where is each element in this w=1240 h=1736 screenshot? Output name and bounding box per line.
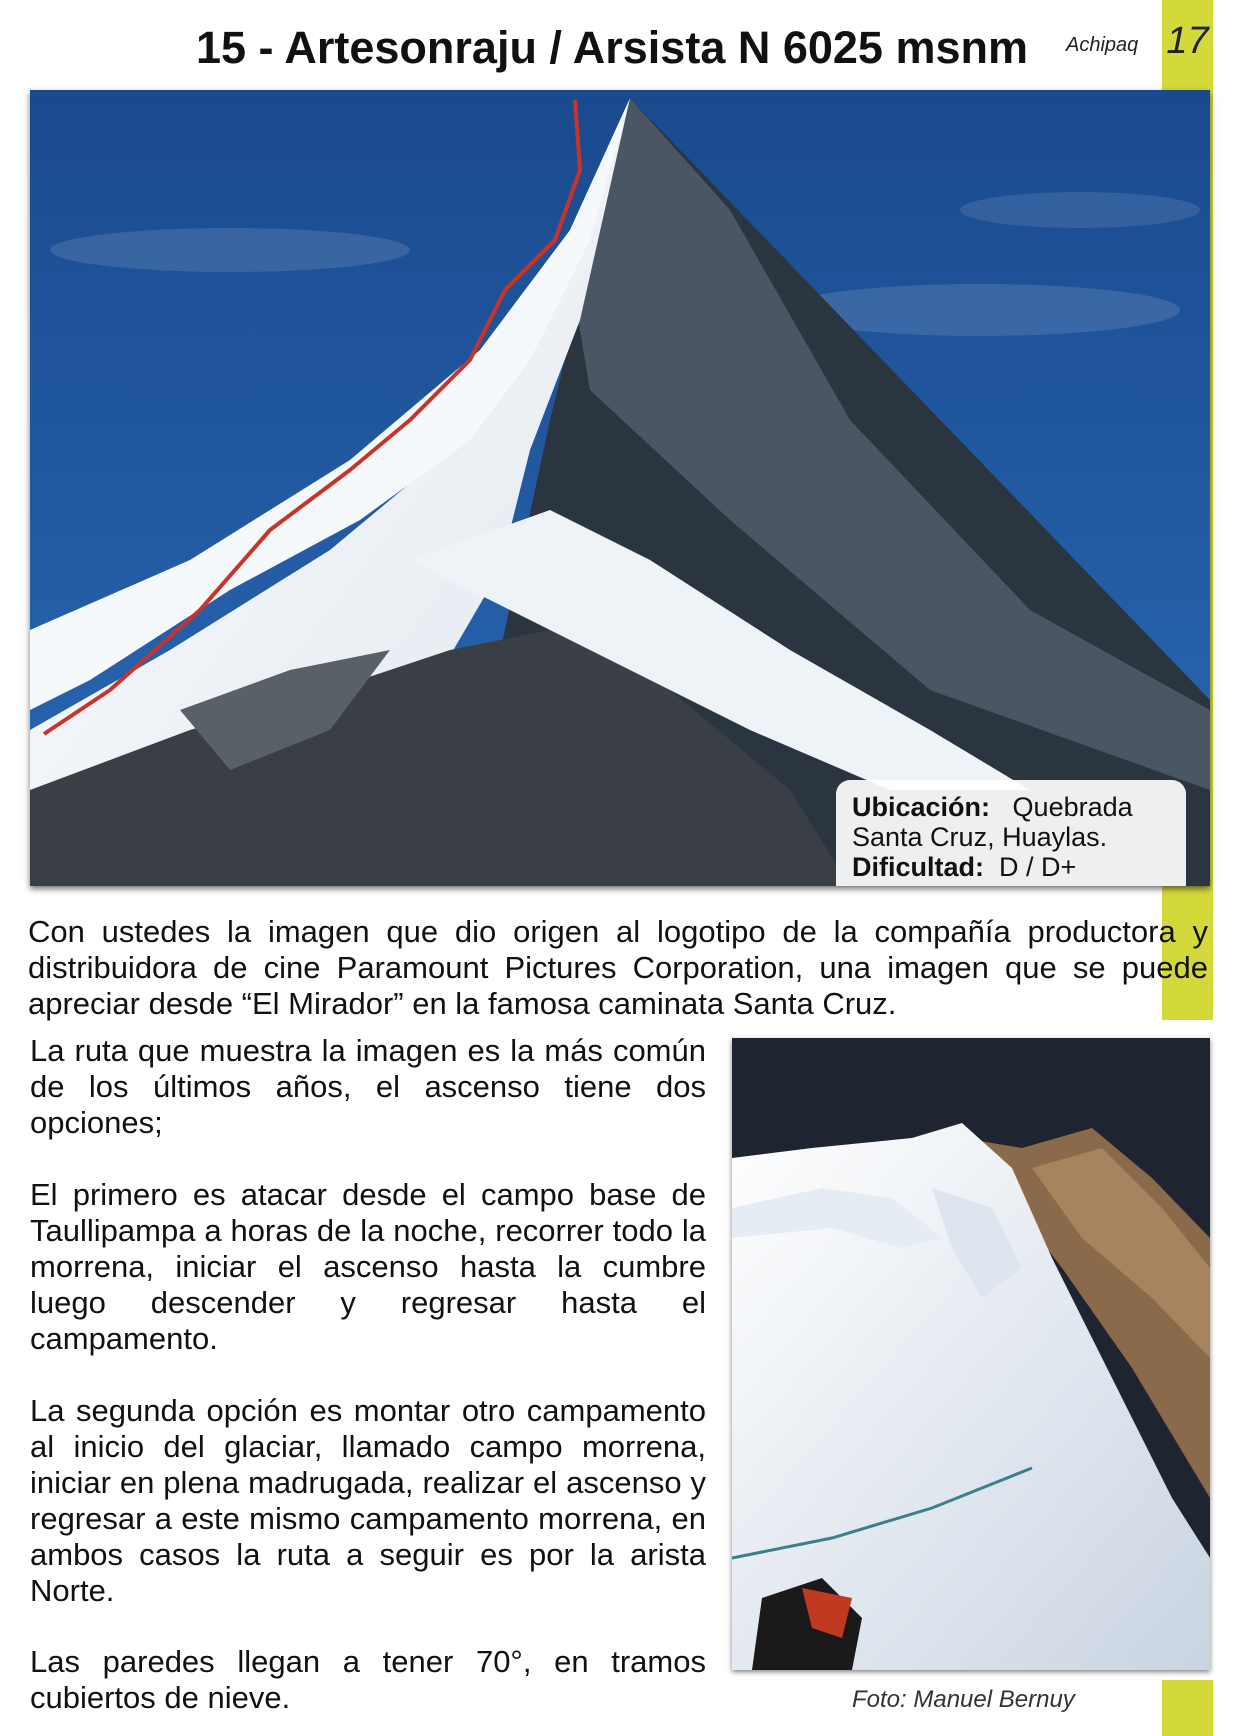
difficulty-label: Dificultad: bbox=[852, 852, 984, 882]
location-value: Quebrada bbox=[1012, 792, 1133, 822]
mountain-photo bbox=[30, 90, 1210, 886]
route-paragraph-3: La segunda opción es montar otro campamento al inicio del glaciar, llamado campo morrena, iniciar en plena madrugada, realizar el ascenso y regresar a este mismo campamento morrena, en ambos casos la ruta a seguir es por la arista Norte. bbox=[30, 1393, 706, 1608]
brand-label: Achipaq bbox=[1066, 34, 1139, 56]
difficulty-value: D / D+ bbox=[999, 852, 1077, 882]
page-number: 17 bbox=[1166, 20, 1209, 62]
ridge-illustration bbox=[732, 1038, 1210, 1670]
location-line bbox=[852, 792, 1186, 822]
photo-credit: Foto: Manuel Bernuy bbox=[852, 1686, 1075, 1713]
route-paragraph-1: La ruta que muestra la imagen es la más común de los últimos años, el ascenso tiene dos opciones; bbox=[30, 1033, 706, 1140]
page-title: 15 - Artesonraju / Arsista N 6025 msnm bbox=[196, 22, 1028, 73]
location-label: Ubicación: bbox=[852, 792, 991, 822]
intro-paragraph: Con ustedes la imagen que dio origen al logotipo de la compañía productora y distribuidora de cine Paramount Pictures Corporation, una imagen que se puede apreciar desde “El Mirador” en la famosa caminata Santa Cruz. bbox=[28, 914, 1208, 1021]
route-paragraph-2: El primero es atacar desde el campo base de Taullipampa a horas de la noche, recorrer todo la morrena, iniciar el ascenso hasta la cumbre luego descender y regresar hasta el campamento. bbox=[30, 1177, 706, 1356]
location-value-2: Santa Cruz, Huaylas. bbox=[852, 822, 1108, 852]
difficulty-line bbox=[852, 852, 1186, 882]
route-info-box bbox=[836, 780, 1186, 886]
mountain-illustration bbox=[30, 90, 1210, 886]
ridge-photo bbox=[732, 1038, 1210, 1670]
route-paragraph-4: Las paredes llegan a tener 70°, en tramos cubiertos de nieve. bbox=[30, 1644, 706, 1715]
